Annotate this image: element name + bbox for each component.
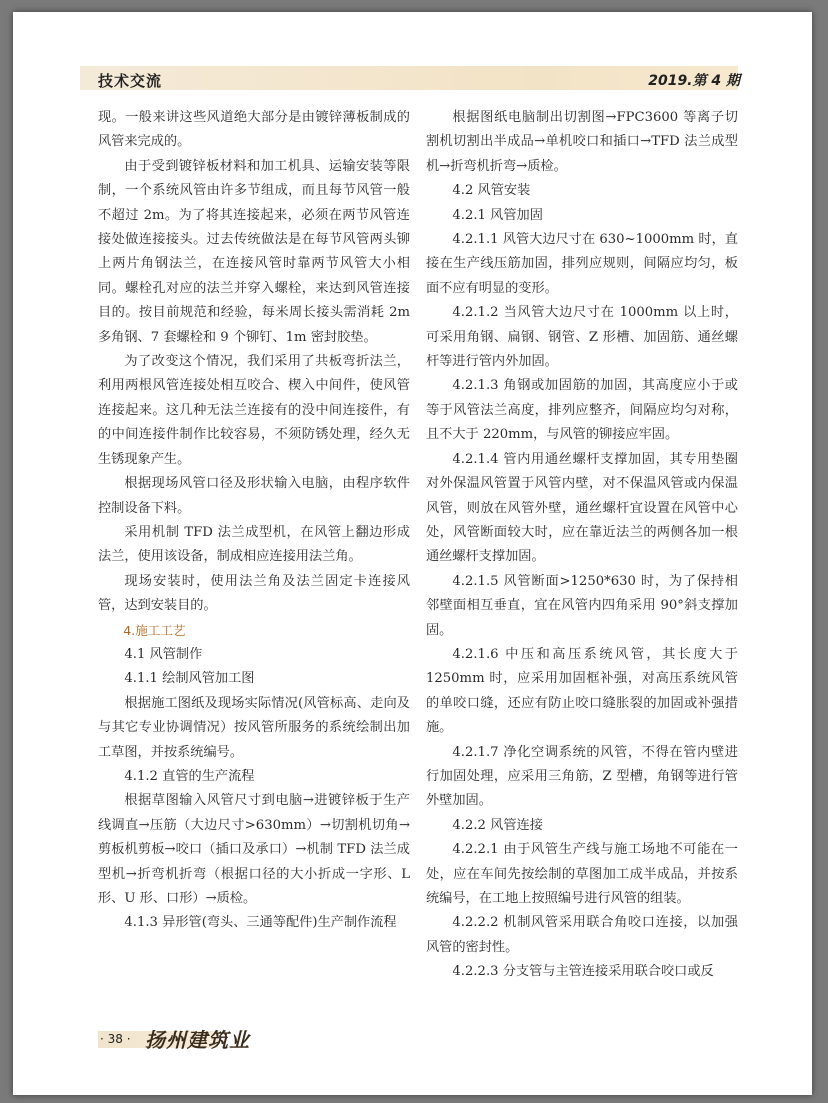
- paragraph: 4.2.1.3 角钢或加固筋的加固，其高度应小于或等于风管法兰高度，排列应整齐，间隔应均匀对称，且不大于 220mm，与风管的铆接应牢固。: [426, 378, 738, 443]
- paragraph: 4.2.1.6 中压和高压系统风管，其长度大于 1250mm 时，应采用加固框补强，对高压系统风管的单咬口缝，还应有防止咬口缝胀裂的加固或补强措施。: [426, 646, 738, 736]
- paragraph: 4.2.2.2 机制风管采用联合角咬口连接，以加强风管的密封性。: [426, 915, 738, 955]
- page-number: · 38 ·: [100, 1032, 131, 1046]
- left-column: [98, 106, 410, 936]
- paragraph: 4.2.1.2 当风管大边尺寸在 1000mm 以上时，可采用角钢、扁钢、钢管、Z 形槽、加固筋、通丝螺杆等进行管内外加固。: [426, 305, 738, 370]
- paragraph: 根据图纸电脑制出切割图→FPC3600 等离子切割机切割出半成品→单机咬口和插口→TFD 法兰成型机→折弯机折弯→质检。: [426, 110, 738, 174]
- paragraph: 现。一般来讲这些风道绝大部分是由镀锌薄板制成的风管来完成的。: [98, 110, 410, 150]
- section-heading: 4.施工工艺: [123, 622, 186, 638]
- paragraph: 4.2.1.1 风管大边尺寸在 630~1000mm 时，直接在生产线压筋加固，排列应规则，间隔应均匀，板面不应有明显的变形。: [426, 232, 738, 296]
- paragraph: 4.2.1.5 风管断面>1250*630 时，为了保持相邻壁面相互垂直，宜在风管内四角采用 90°斜支撑加固。: [426, 573, 738, 638]
- paragraph: 4.1.3 异形管(弯头、三通等配件)生产制作流程: [124, 915, 397, 931]
- paragraph: 4.1.1 绘制风管加工图: [124, 671, 255, 687]
- paragraph: 4.2.2 风管连接: [452, 817, 543, 833]
- paragraph: 采用机制 TFD 法兰成型机，在风管上翻边形成法兰，使用该设备，制成相应连接用法兰角。: [98, 524, 410, 565]
- paragraph: 4.2.1 风管加固: [452, 207, 543, 223]
- paragraph: 4.2.2.1 由于风管生产线与施工场地不可能在一处，应在车间先按绘制的草图加工成半成品，并按系统编号，在工地上按照编号进行风管的组装。: [426, 842, 738, 906]
- paragraph: 现场安装时，使用法兰角及法兰固定卡连接风管，达到安装目的。: [98, 573, 410, 614]
- journal-logo: 扬州建筑业: [145, 1028, 250, 1052]
- paragraph: 4.1 风管制作: [124, 646, 203, 662]
- paragraph: 根据草图输入风管尺寸到电脑→进镀锌板于生产线调直→压筋（大边尺寸>630mm）→切割机切角→剪板机剪板→咬口（插口及承口）→机制 TFD 法兰成型机→折弯机折弯（根据口径的大小折成一字形、L 形、U 形、口形）→质检。: [98, 793, 410, 906]
- paragraph: 4.2 风管安装: [452, 183, 531, 199]
- paragraph: 4.2.1.7 净化空调系统的风管，不得在管内壁进行加固处理，应采用三角筋，Z 型槽，角钢等进行管外壁加固。: [426, 744, 738, 809]
- paragraph: 4.2.1.4 管内用通丝螺杆支撑加固，其专用垫圈对外保温风管置于风管内壁，对不保温风管或内保温风管，则放在风管外壁，通丝螺杆宜设置在风管中心处，风管断面较大时，应在靠近法兰的两侧各加一根通丝螺杆支撑加固。: [426, 451, 738, 565]
- paragraph: 为了改变这个情况，我们采用了共板弯折法兰，利用两根风管连接处相互咬合、楔入中间件，使风管连接起来。这几种无法兰连接有的没中间连接件，有的中间连接件制作比较容易，不须防锈处理，经久无生锈现象产生。: [98, 354, 410, 467]
- paragraph: 4.1.2 直管的生产流程: [124, 768, 255, 784]
- issue-label: 2019.第 4 期: [648, 73, 740, 89]
- right-column: [426, 106, 738, 985]
- paragraph: 4.2.2.3 分支管与主管连接采用联合咬口或反: [452, 964, 714, 980]
- paragraph: 根据现场风管口径及形状输入电脑，由程序软件控制设备下料。: [98, 476, 410, 516]
- header-band: [80, 66, 738, 90]
- paragraph: 由于受到镀锌板材料和加工机具、运输安装等限制，一个系统风管由许多节组成，而且每节风管一般不超过 2m。为了将其连接起来，必须在两节风管连接处做连接接头。过去传统做法是在每节风管两头铆上两片角钢法兰，在连接风管时靠两节风管大小相同。螺栓孔对应的法兰并穿入螺栓，来达到风管连接目的。按目前规范和经验，每米周长接头需消耗 2m 多角钢、7 套螺栓和 9 个铆钉、1m 密封胶垫。: [98, 158, 410, 345]
- paragraph: 根据施工图纸及现场实际情况(风管标高、走向及与其它专业协调情况）按风管所服务的系统绘制出加工草图，并按系统编号。: [98, 695, 410, 760]
- section-title: 技术交流: [98, 72, 163, 90]
